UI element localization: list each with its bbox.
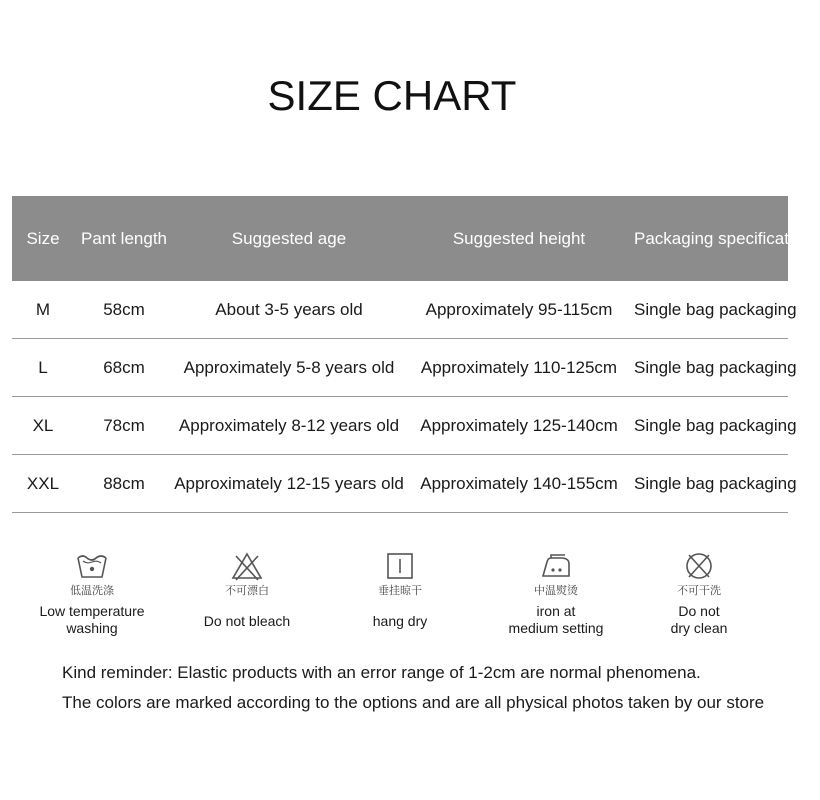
cell-packaging: Single bag packaging [634, 473, 797, 493]
table-row [12, 455, 797, 513]
care-en-label: hang dry [372, 613, 428, 629]
cell-size: XL [32, 415, 54, 435]
iron-medium-icon [539, 550, 573, 582]
wash-low-temp-icon [75, 550, 109, 582]
table-row [12, 397, 797, 455]
header-suggested-height: Suggested height [452, 228, 586, 248]
cell-height: Approximately 110-125cm [420, 357, 618, 377]
page-title: SIZE CHART [267, 72, 517, 119]
care-en-label: Do not bleach [203, 613, 291, 629]
cell-age: About 3-5 years old [215, 299, 363, 319]
cell-packaging: Single bag packaging [634, 357, 797, 377]
cell-age: Approximately 12-15 years old [174, 473, 404, 493]
care-item-dry-clean [624, 550, 774, 637]
cell-pant-length: 88cm [103, 473, 145, 493]
care-cn-label: 中温熨烫 [534, 585, 578, 597]
care-instructions [0, 550, 800, 650]
hang-dry-icon [383, 550, 417, 582]
care-en-label: iron at medium setting [508, 603, 604, 636]
cell-height: Approximately 140-155cm [420, 473, 618, 493]
no-bleach-icon [230, 550, 264, 582]
care-cn-label: 低温洗涤 [70, 585, 114, 597]
header-suggested-age: Suggested age [231, 228, 347, 248]
cell-height: Approximately 95-115cm [425, 299, 613, 319]
care-item-hang-dry [325, 550, 475, 630]
cell-pant-length: 58cm [103, 299, 145, 319]
care-cn-label: 不可漂白 [225, 585, 269, 597]
cell-pant-length: 68cm [103, 357, 145, 377]
note-colors: The colors are marked according to the options and are all physical photos taken by our store [62, 693, 765, 712]
care-item-wash [17, 550, 167, 637]
cell-size: XXL [26, 473, 60, 493]
care-item-bleach [172, 550, 322, 630]
care-cn-label: 不可干洗 [677, 585, 721, 597]
cell-packaging: Single bag packaging [634, 415, 797, 435]
table-row [12, 281, 797, 339]
table-header [12, 196, 820, 281]
care-en-label: Low temperature washing [39, 603, 145, 636]
header-size: Size [26, 228, 60, 248]
cell-size: M [35, 299, 51, 319]
table-row [12, 339, 797, 397]
cell-height: Approximately 125-140cm [420, 415, 618, 435]
care-cn-label: 垂挂晾干 [378, 585, 422, 597]
care-item-iron [481, 550, 631, 637]
cell-age: Approximately 8-12 years old [178, 415, 400, 435]
note-reminder: Kind reminder: Elastic products with an error range of 1-2cm are normal phenomena. [62, 663, 701, 682]
cell-pant-length: 78cm [103, 415, 145, 435]
cell-age: Approximately 5-8 years old [183, 357, 395, 377]
cell-size: L [38, 357, 48, 377]
header-packaging: Packaging specifications [634, 228, 820, 248]
notes [62, 662, 764, 722]
cell-packaging: Single bag packaging [634, 299, 797, 319]
size-table [12, 196, 820, 513]
no-dry-clean-icon [682, 550, 716, 582]
header-pant-length: Pant length [80, 228, 167, 248]
care-en-label: Do not dry clean [670, 603, 728, 636]
